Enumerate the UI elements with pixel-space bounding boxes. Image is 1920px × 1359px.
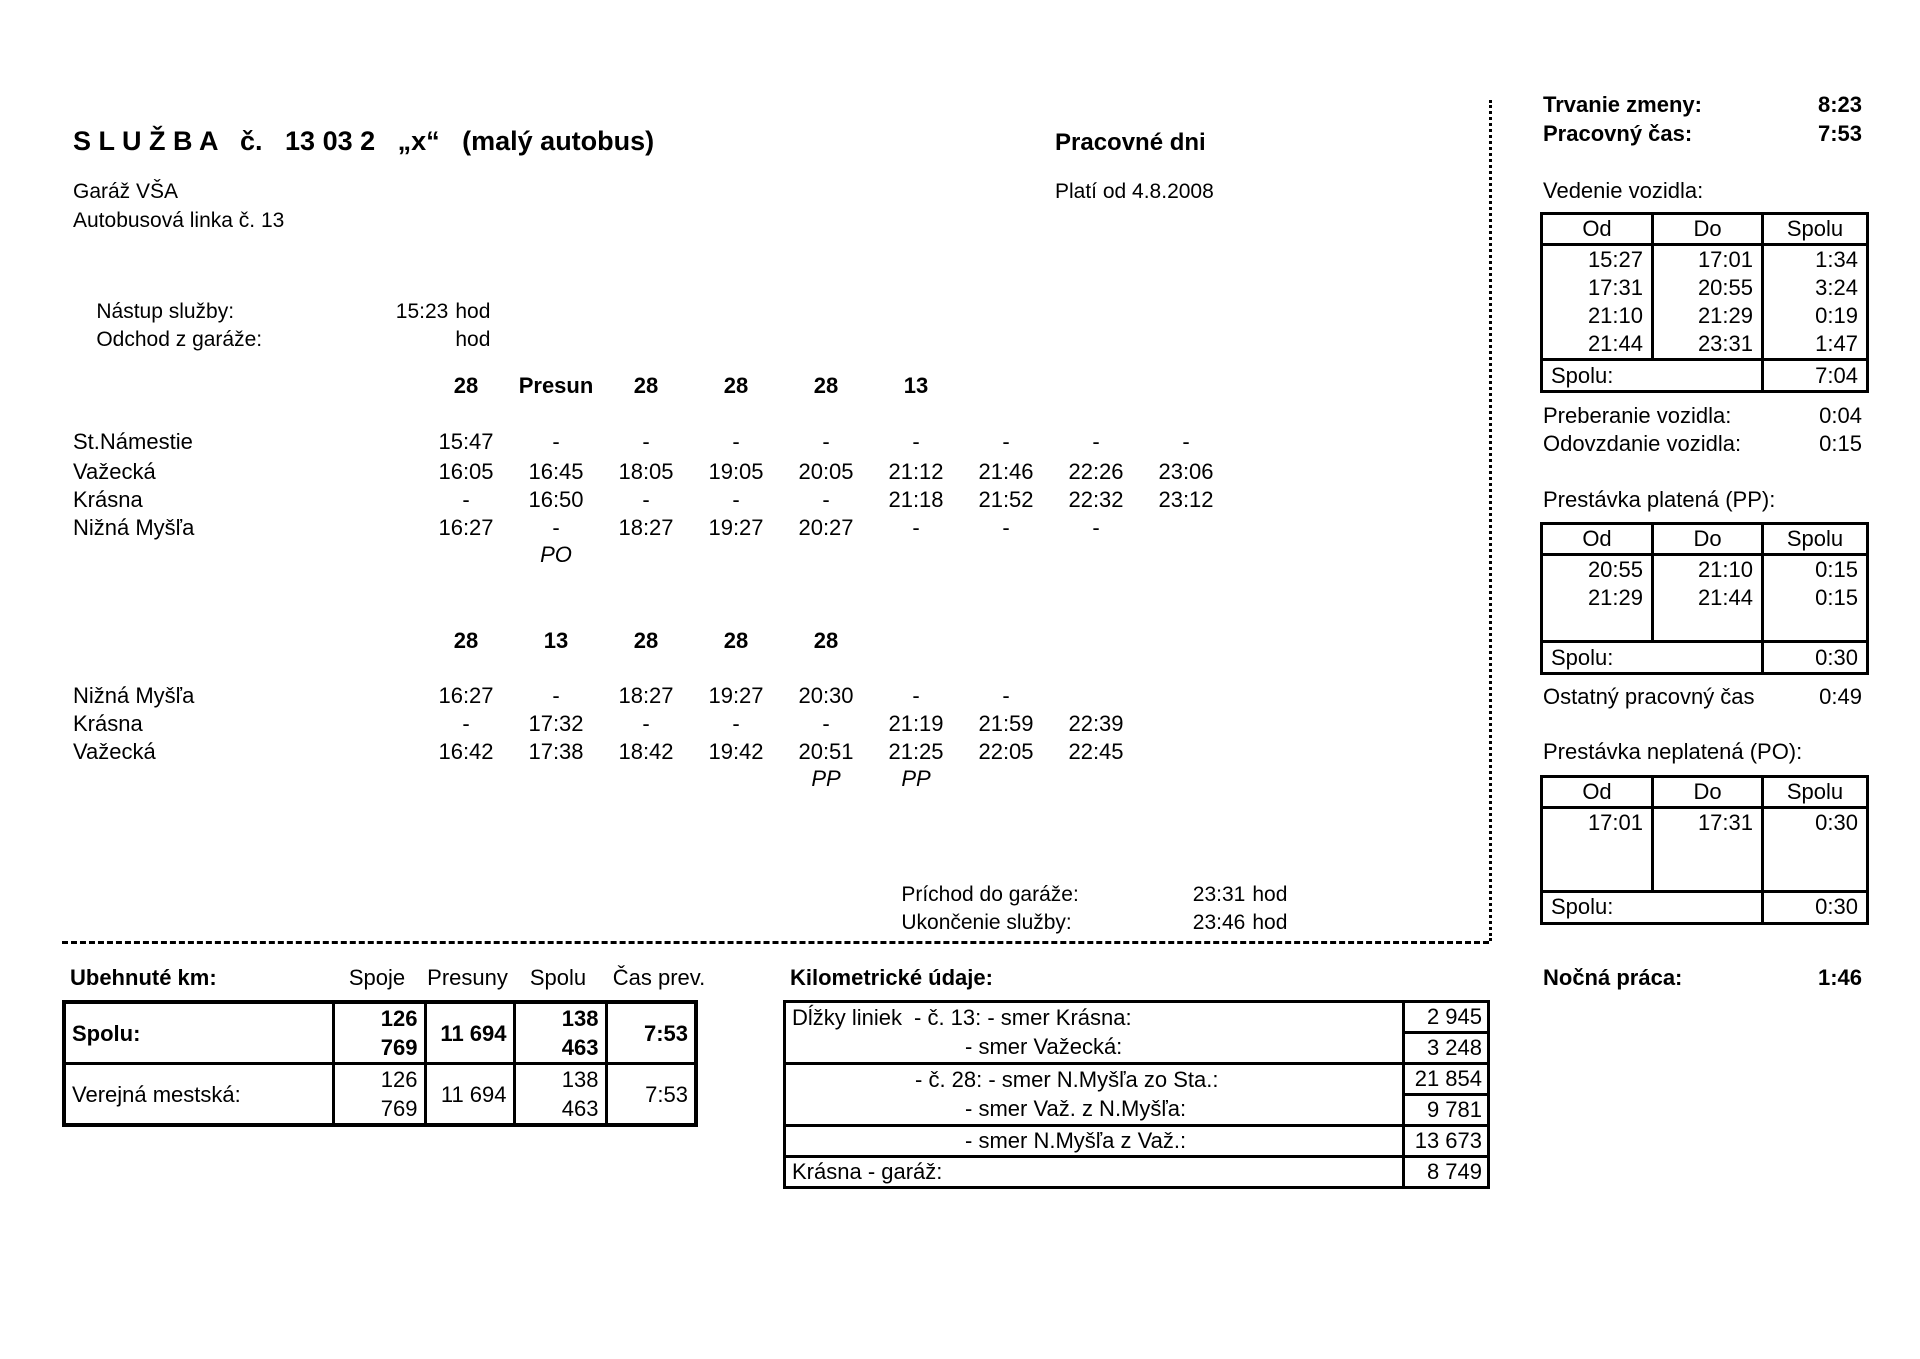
- time-cell: -: [912, 429, 920, 454]
- stop-name: Krásna: [73, 487, 143, 512]
- garage-arrival-row: [878, 851, 1288, 906]
- time-cell: -: [1002, 683, 1010, 708]
- km-col-header-spolu: Spolu: [529, 965, 587, 990]
- paid-break-table: [1540, 522, 1869, 675]
- time-cell: -: [822, 487, 830, 512]
- time-cell: 20:05: [798, 459, 854, 484]
- horizontal-dashed-divider: [62, 941, 1489, 944]
- time-cell: 16:45: [528, 459, 584, 484]
- km-data-row: [785, 1033, 1489, 1064]
- working-time-label: Pracovný čas:: [1543, 121, 1693, 146]
- time-cell: -: [462, 487, 470, 512]
- time-cell: 22:26: [1068, 459, 1124, 484]
- time-cell: -: [642, 487, 650, 512]
- line-number-header: 28: [633, 628, 659, 653]
- time-cell: 21:25: [888, 739, 944, 764]
- night-work-label: Nočná práca:: [1543, 965, 1683, 990]
- table-row: 21:10 21:29 0:19: [1542, 302, 1868, 330]
- row-value: 8 749: [1426, 1159, 1482, 1184]
- vertical-dotted-divider: [1489, 100, 1492, 941]
- time-cell: -: [1092, 429, 1100, 454]
- note-cell: PO: [540, 542, 572, 567]
- table-row: 17:31 20:55 3:24: [1542, 274, 1868, 302]
- stop-name: Nižná Myšľa: [73, 683, 195, 708]
- time-cell: -: [732, 711, 740, 736]
- stop-name: Nižná Myšľa: [73, 515, 195, 540]
- timetable-row: [73, 709, 1253, 738]
- service-start-value: 15:23: [395, 300, 449, 323]
- time-cell: -: [912, 515, 920, 540]
- km-data-title: Kilometrické údaje:: [790, 965, 993, 990]
- line-number-header: 28: [723, 628, 749, 653]
- km-summary-title: Ubehnuté km:: [70, 965, 217, 990]
- block2-notes-row: [73, 764, 1253, 793]
- table-row: 20:55 21:10 0:15: [1542, 555, 1868, 585]
- time-cell: 17:38: [528, 739, 584, 764]
- row-label: - č. 13: - smer Krásna:: [914, 1004, 1132, 1030]
- time-cell: 21:19: [888, 711, 944, 736]
- col-header-spolu: Spolu: [1763, 524, 1868, 555]
- paid-break-title: Prestávka platená (PP):: [1543, 487, 1776, 512]
- row-label: - smer Važ. z N.Myšľa:: [785, 1095, 1404, 1126]
- service-end-row: [878, 879, 1288, 934]
- time-cell: 16:05: [438, 459, 494, 484]
- time-cell: 20:30: [798, 683, 854, 708]
- other-working-time-value: 0:49: [1819, 684, 1862, 709]
- vehicle-takeover-row: [1543, 401, 1862, 430]
- table-row: 15:27 17:01 1:34: [1542, 245, 1868, 275]
- shift-duration-label: Trvanie zmeny:: [1543, 92, 1702, 117]
- col-header-od: Od: [1542, 214, 1653, 245]
- timetable-row: [73, 737, 1253, 766]
- table-total-row: Spolu: 7:04: [1542, 360, 1868, 392]
- garage-departure-row: [73, 296, 491, 351]
- block1-notes-row: [73, 540, 1253, 569]
- vehicle-driving-table: [1540, 212, 1869, 393]
- row-value: 21 854: [1404, 1064, 1489, 1095]
- note-cell: PP: [811, 766, 841, 791]
- time-cell: 18:27: [618, 515, 674, 540]
- row-label: Krásna - garáž:: [785, 1157, 1404, 1188]
- line-number-header: 13: [903, 373, 929, 398]
- row-prefix: Dĺžky liniek: [792, 1004, 903, 1030]
- vehicle-driving-title: Vedenie vozidla:: [1543, 178, 1704, 203]
- garage-departure-unit: hod: [455, 328, 491, 351]
- service-end-label: Ukončenie služby:: [901, 911, 1072, 934]
- stop-name: St.Námestie: [73, 429, 193, 454]
- night-work-row: [1543, 963, 1862, 992]
- time-cell: -: [1092, 515, 1100, 540]
- vehicle-takeover-value: 0:04: [1819, 403, 1862, 428]
- time-cell: 17:32: [528, 711, 584, 736]
- time-cell: 18:05: [618, 459, 674, 484]
- time-cell: 21:12: [888, 459, 944, 484]
- garage-arrival-unit: hod: [1252, 883, 1288, 906]
- shift-duration-row: [1543, 90, 1862, 119]
- garage-departure-label: Odchod z garáže:: [96, 328, 263, 351]
- time-cell: 21:52: [978, 487, 1034, 512]
- time-cell: -: [822, 711, 830, 736]
- service-start-row: [73, 268, 491, 323]
- night-work-value: 1:46: [1817, 965, 1862, 990]
- time-cell: -: [642, 711, 650, 736]
- table-row: 21:29 21:44 0:15: [1542, 584, 1868, 612]
- note-cell: PP: [901, 766, 931, 791]
- km-col-header-presuny: Presuny: [427, 965, 508, 990]
- vehicle-handover-label: Odovzdanie vozidla:: [1543, 431, 1742, 456]
- time-cell: -: [552, 429, 560, 454]
- garage-arrival-label: Príchod do garáže:: [901, 883, 1079, 906]
- col-header-od: Od: [1542, 524, 1653, 555]
- unpaid-break-table: [1540, 775, 1869, 925]
- shift-duration-value: 8:23: [1817, 92, 1862, 117]
- empty-row: [1542, 612, 1868, 642]
- time-cell: 21:59: [978, 711, 1034, 736]
- km-col-header-spoje: Spoje: [348, 965, 406, 990]
- line-number-header: 28: [723, 373, 749, 398]
- timetable-row: [73, 457, 1253, 486]
- km-data-table: [783, 1000, 1490, 1189]
- time-cell: 16:27: [438, 683, 494, 708]
- time-cell: 19:42: [708, 739, 764, 764]
- table-total-row: Spolu: 0:30: [1542, 891, 1868, 923]
- time-cell: -: [822, 429, 830, 454]
- row-value: 13 673: [1404, 1126, 1489, 1157]
- km-col-header-cas-prev: Čas prev.: [612, 965, 706, 990]
- time-cell: 21:18: [888, 487, 944, 512]
- row-value: 9 781: [1404, 1095, 1489, 1126]
- stop-name: Važecká: [73, 739, 156, 764]
- time-cell: 22:39: [1068, 711, 1124, 736]
- working-time-value: 7:53: [1817, 121, 1862, 146]
- time-cell: 18:27: [618, 683, 674, 708]
- table-row: 17:01 17:31 0:30: [1542, 808, 1868, 838]
- time-cell: -: [552, 683, 560, 708]
- line-number-header: Presun: [518, 373, 594, 398]
- bus-line-label: Autobusová linka č. 13: [73, 209, 285, 232]
- km-data-row: [785, 1064, 1489, 1095]
- garage-arrival-value: 23:31: [1192, 883, 1246, 906]
- line-number-header: 13: [543, 628, 569, 653]
- stop-name: Važecká: [73, 459, 156, 484]
- col-header-od: Od: [1542, 777, 1653, 808]
- timetable-row: [73, 681, 1253, 710]
- vehicle-takeover-label: Preberanie vozidla:: [1543, 403, 1732, 428]
- time-cell: 22:32: [1068, 487, 1124, 512]
- col-header-spolu: Spolu: [1763, 777, 1868, 808]
- vehicle-handover-row: [1543, 429, 1862, 458]
- unpaid-break-title: Prestávka neplatená (PO):: [1543, 739, 1803, 764]
- table-row: 21:44 23:31 1:47: [1542, 330, 1868, 360]
- timetable-row: [73, 427, 1253, 456]
- table-total-row: Spolu: 0:30: [1542, 642, 1868, 674]
- vehicle-handover-value: 0:15: [1819, 431, 1862, 456]
- col-header-do: Do: [1653, 214, 1763, 245]
- row-label: - smer N.Myšľa z Važ.:: [785, 1126, 1404, 1157]
- time-cell: 20:27: [798, 515, 854, 540]
- time-cell: -: [552, 515, 560, 540]
- time-cell: 19:27: [708, 683, 764, 708]
- row-label: - č. 28: - smer N.Myšľa zo Sta.:: [785, 1064, 1404, 1095]
- time-cell: 15:47: [438, 429, 494, 454]
- empty-row: [1542, 837, 1868, 891]
- stop-name: Krásna: [73, 711, 143, 736]
- other-working-time-label: Ostatný pracovný čas: [1543, 684, 1755, 709]
- valid-from-label: Platí od 4.8.2008: [1055, 180, 1214, 203]
- time-cell: 16:27: [438, 515, 494, 540]
- garage-name: Garáž VŠA: [73, 180, 179, 203]
- line-number-header: 28: [453, 628, 479, 653]
- time-cell: -: [462, 711, 470, 736]
- time-cell: 22:05: [978, 739, 1034, 764]
- time-cell: -: [732, 429, 740, 454]
- time-cell: 22:45: [1068, 739, 1124, 764]
- time-cell: 16:50: [528, 487, 584, 512]
- service-end-unit: hod: [1252, 911, 1288, 934]
- time-cell: 18:42: [618, 739, 674, 764]
- time-cell: 21:46: [978, 459, 1034, 484]
- km-summary-table: [62, 1000, 698, 1127]
- row-value: 3 248: [1404, 1033, 1489, 1064]
- timetable-row: [73, 513, 1253, 542]
- line-number-header: 28: [453, 373, 479, 398]
- time-cell: -: [1002, 429, 1010, 454]
- time-cell: -: [1002, 515, 1010, 540]
- line-number-header: 28: [813, 628, 839, 653]
- timetable-row: [73, 485, 1253, 514]
- time-cell: 20:51: [798, 739, 854, 764]
- km-data-row: [785, 1126, 1489, 1157]
- col-header-spolu: Spolu: [1763, 214, 1868, 245]
- line-number-header: 28: [633, 373, 659, 398]
- time-cell: 23:12: [1158, 487, 1214, 512]
- time-cell: 16:42: [438, 739, 494, 764]
- row-value: 2 945: [1404, 1002, 1489, 1033]
- time-cell: -: [1182, 429, 1190, 454]
- time-cell: 19:27: [708, 515, 764, 540]
- other-working-time-row: [1543, 682, 1862, 711]
- block2-header-row: [73, 626, 1253, 655]
- service-start-unit: hod: [455, 300, 491, 323]
- km-data-row: [785, 1095, 1489, 1126]
- service-end-value: 23:46: [1192, 911, 1246, 934]
- km-public-row: Verejná mestská: 126 769 11 694 138 463 7:53: [64, 1064, 696, 1126]
- col-header-do: Do: [1653, 524, 1763, 555]
- page-title: S L U Ž B A č. 13 03 2 „x“ (malý autobus): [73, 126, 655, 156]
- service-start-label: Nástup služby:: [96, 300, 235, 323]
- km-data-row: [785, 1002, 1489, 1033]
- working-time-row: [1543, 119, 1862, 148]
- time-cell: -: [642, 429, 650, 454]
- km-total-row: Spolu: 126 769 11 694 138 463 7:53: [64, 1002, 696, 1064]
- time-cell: -: [732, 487, 740, 512]
- time-cell: 19:05: [708, 459, 764, 484]
- time-cell: 23:06: [1158, 459, 1214, 484]
- line-number-header: 28: [813, 373, 839, 398]
- col-header-do: Do: [1653, 777, 1763, 808]
- km-data-row: [785, 1157, 1489, 1188]
- day-type-label: Pracovné dni: [1055, 129, 1206, 156]
- row-label: - smer Važecká:: [785, 1033, 1404, 1064]
- block1-header-row: [73, 371, 1253, 400]
- time-cell: -: [912, 683, 920, 708]
